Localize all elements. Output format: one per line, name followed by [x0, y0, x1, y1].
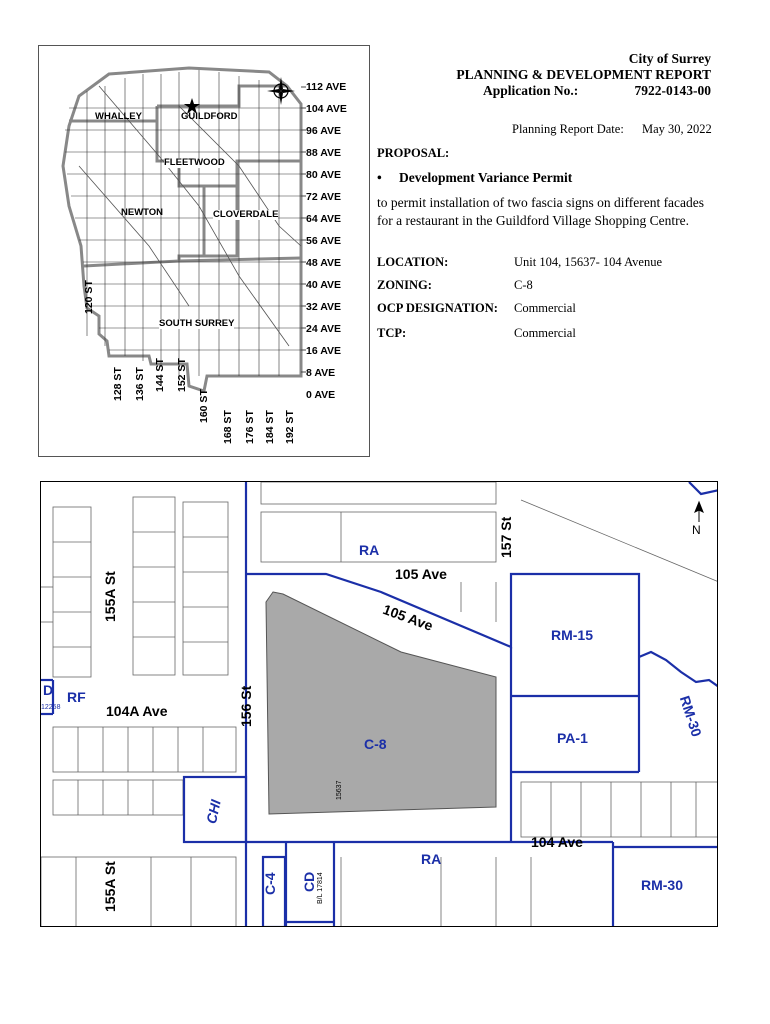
detail-value: C-8	[514, 278, 533, 292]
st-label: 184 ST	[264, 410, 276, 444]
st-label: 152 ST	[176, 358, 188, 392]
ave-label: 0 AVE	[306, 389, 336, 401]
street-label-105-ave: 105 Ave	[395, 566, 447, 582]
zone-label-ra-north: RA	[359, 542, 380, 558]
area-label-guildford: GUILDFORD	[181, 111, 238, 122]
proposal-bullet: Development Variance Permit	[399, 170, 573, 185]
detail-label: TCP:	[377, 326, 407, 340]
detail-value: Commercial	[514, 301, 576, 315]
detail-label: OCP DESIGNATION:	[377, 301, 498, 315]
area-label-fleetwood: FLEETWOOD	[164, 157, 225, 168]
lot-number-label: 15637	[336, 780, 343, 800]
zone-label-chi: CHI	[203, 798, 224, 826]
zone-label-rm30-south: RM-30	[641, 877, 684, 893]
ave-label: 24 AVE	[306, 323, 342, 335]
ave-label: 40 AVE	[306, 279, 342, 291]
street-label-155a-st-lower: 155A St	[102, 861, 118, 912]
area-label-cloverdale: CLOVERDALE	[213, 209, 279, 220]
street-label-104-ave: 104 Ave	[531, 834, 583, 850]
zone-label-pa1: PA-1	[557, 730, 588, 746]
detail-value: Unit 104, 15637- 104 Avenue	[514, 255, 663, 269]
zone-label-ra-south: RA	[421, 851, 442, 867]
ave-label: 72 AVE	[306, 191, 342, 203]
street-label-155a-st: 155A St	[102, 571, 118, 622]
st-label: 144 ST	[154, 358, 166, 392]
ave-label: 64 AVE	[306, 213, 342, 225]
ave-label: 96 AVE	[306, 125, 342, 137]
ave-label: 88 AVE	[306, 147, 342, 159]
street-label-105-ave-curve: 105 Ave	[380, 601, 436, 634]
street-label-104a-ave: 104A Ave	[106, 703, 168, 719]
zone-label-c4: C-4	[262, 872, 278, 895]
detail-label: ZONING:	[377, 278, 432, 292]
st-label: 176 ST	[244, 410, 256, 444]
city-name: City of Surrey	[628, 51, 711, 66]
zone-label-cd-west: D	[43, 682, 54, 698]
ave-label: 8 AVE	[306, 367, 336, 379]
report-date-label: Planning Report Date:	[512, 122, 624, 136]
zone-label-rf: RF	[67, 689, 86, 705]
compass-rose-icon	[266, 76, 296, 106]
area-label-newton: NEWTON	[121, 207, 164, 218]
st-label: 192 ST	[284, 410, 296, 444]
detail-value: Commercial	[514, 326, 576, 340]
st-label: 160 ST	[198, 389, 210, 423]
report-date: May 30, 2022	[642, 122, 712, 136]
zone-label-rm30-east: RM-30	[676, 693, 705, 739]
ave-label: 80 AVE	[306, 169, 342, 181]
bylaw-label: B/L 17814	[317, 872, 324, 904]
st-label: 136 ST	[134, 367, 146, 401]
zone-label-rm15: RM-15	[551, 627, 594, 643]
bylaw-label-west: 12258	[41, 704, 61, 711]
street-label-157-st: 157 St	[498, 516, 514, 558]
zone-label-cd: CD	[301, 871, 317, 892]
zoning-map	[40, 481, 718, 927]
ave-label: 56 AVE	[306, 235, 342, 247]
locator-map	[38, 45, 370, 457]
report-title: PLANNING & DEVELOPMENT REPORT	[456, 67, 711, 82]
area-label-south-surrey: SOUTH SURREY	[159, 318, 235, 329]
ave-label: 48 AVE	[306, 257, 342, 269]
area-label-whalley: WHALLEY	[95, 111, 142, 122]
detail-label: LOCATION:	[377, 255, 449, 269]
proposal-heading: PROPOSAL:	[377, 146, 450, 160]
st-label: 168 ST	[222, 410, 234, 444]
ave-label: 32 AVE	[306, 301, 342, 313]
ave-label: 112 AVE	[306, 81, 347, 93]
north-label: N	[692, 523, 701, 537]
street-label-156-st: 156 St	[238, 685, 254, 727]
zone-label-c8: C-8	[364, 736, 387, 752]
st-label: 120 ST	[83, 280, 95, 314]
proposal-description: to permit installation of two fascia signs on different facades for a restaurant in the Guildford Village Shopping Centre.	[377, 195, 705, 228]
application-number: 7922-0143-00	[634, 83, 711, 98]
ave-label: 104 AVE	[306, 103, 347, 115]
application-label: Application No.:	[483, 83, 579, 98]
proposal-bullet-dot: •	[377, 170, 382, 185]
st-label: 128 ST	[112, 367, 124, 401]
ave-label: 16 AVE	[306, 345, 342, 357]
